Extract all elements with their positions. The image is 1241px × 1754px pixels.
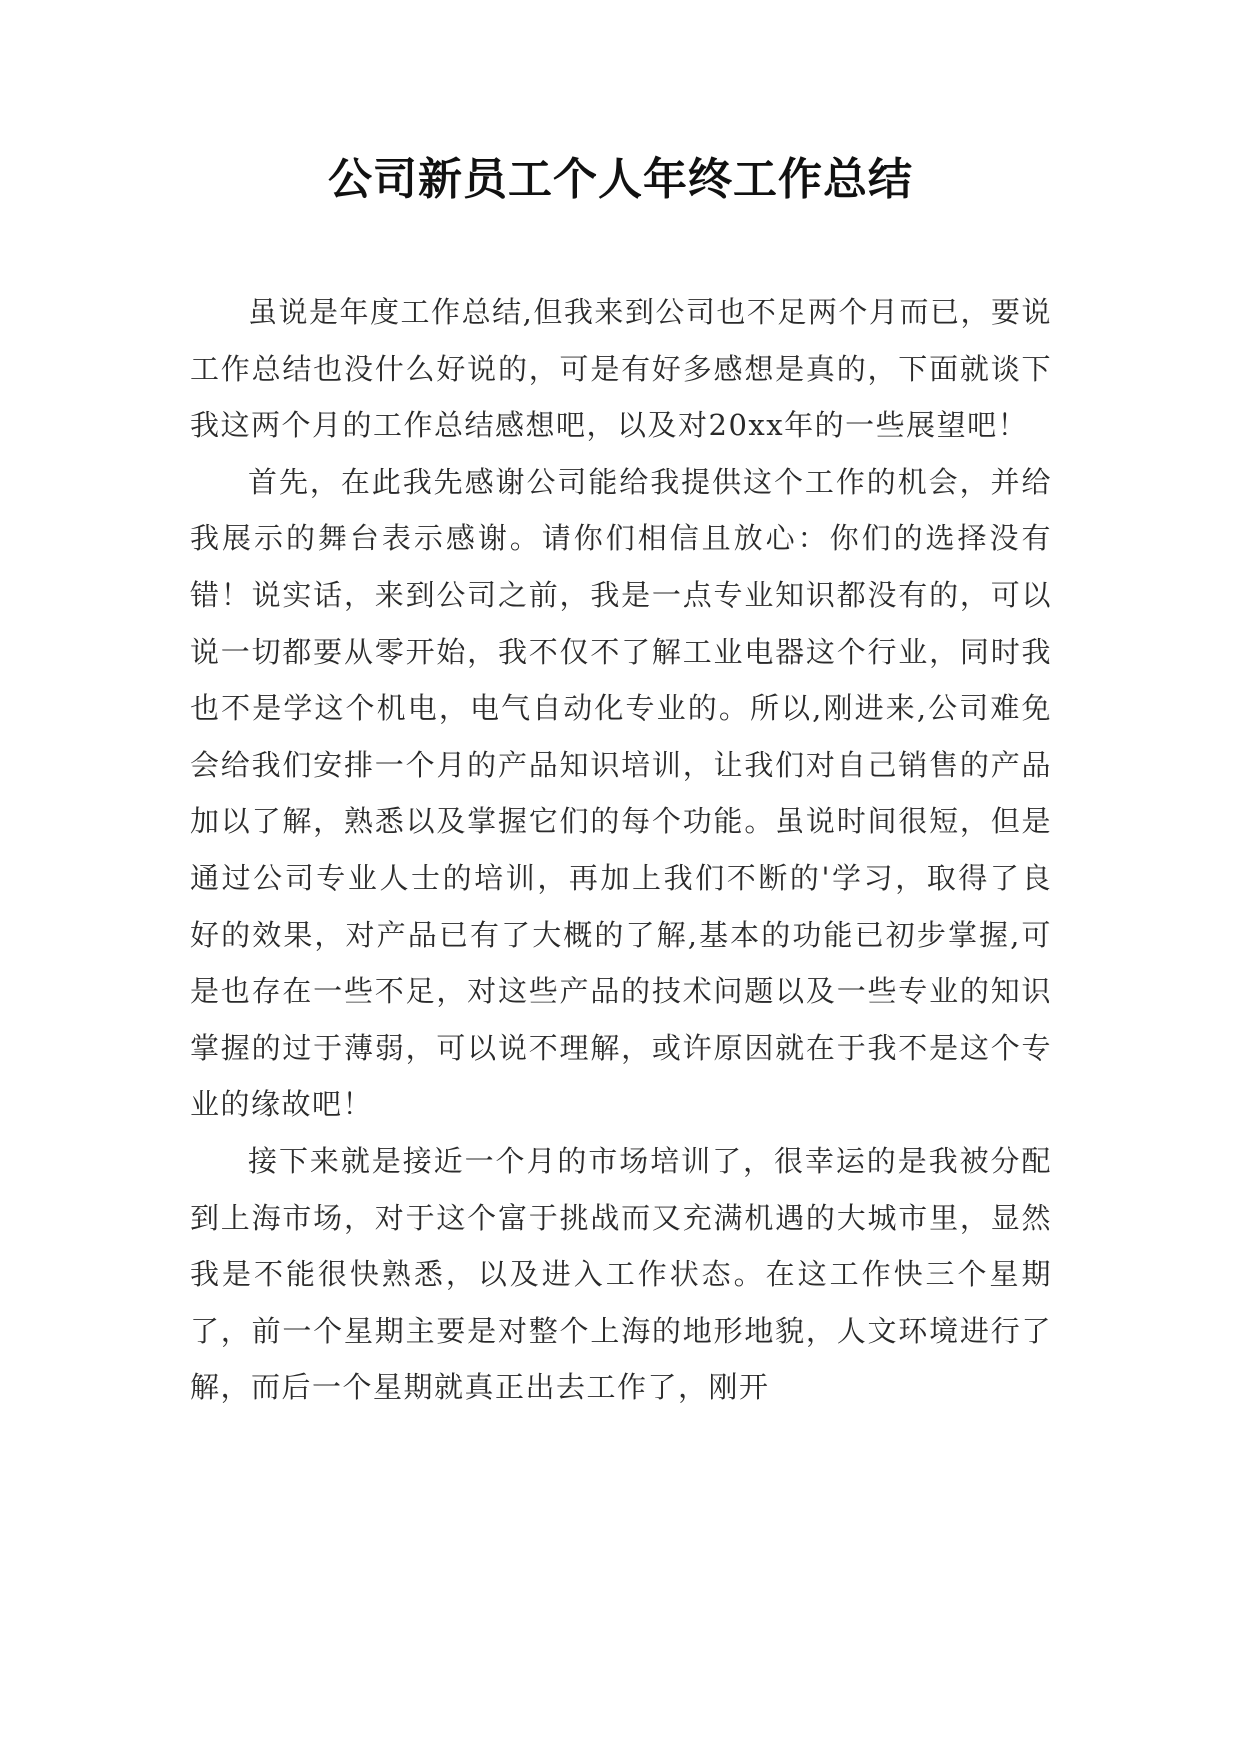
document-title: 公司新员工个人年终工作总结: [328, 154, 913, 205]
paragraph-market: 接下来就是接近一个月的市场培训了，很幸运的是我被分配到上海市场，对于这个富于挑战而又充满机遇的大城市里，显然我是不能很快熟悉，以及进入工作状态。在这工作快三个星期了，前一个星期主要是对整个上海的地形地貌，人文环境进行了解，而后一个星期就真正出去工作了，刚开: [190, 1143, 1052, 1405]
document-body: [190, 284, 1052, 1416]
paragraph-training: 首先，在此我先感谢公司能给我提供这个工作的机会，并给我展示的舞台表示感谢。请你们相信且放心：你们的选择没有错！说实话，来到公司之前，我是一点专业知识都没有的，可以说一切都要从零开始，我不仅不了解工业电器这个行业，同时我也不是学这个机电，电气自动化专业的。所以,刚进来,公司难免会给我们安排一个月的产品知识培训，让我们对自己销售的产品加以了解，熟悉以及掌握它们的每个功能。虽说时间很短，但是通过公司专业人士的培训，再加上我们不断的'学习，取得了良好的效果，对产品已有了大概的了解,基本的功能已初步掌握,可是也存在一些不足，对这些产品的技术问题以及一些专业的知识掌握的过于薄弱，可以说不理解，或许原因就在于我不是这个专业的缘故吧！: [190, 464, 1052, 1122]
paragraph-intro: 虽说是年度工作总结,但我来到公司也不足两个月而已，要说工作总结也没什么好说的，可是有好多感想是真的，下面就谈下我这两个月的工作总结感想吧，以及对20xx年的一些展望吧！: [190, 295, 1052, 443]
